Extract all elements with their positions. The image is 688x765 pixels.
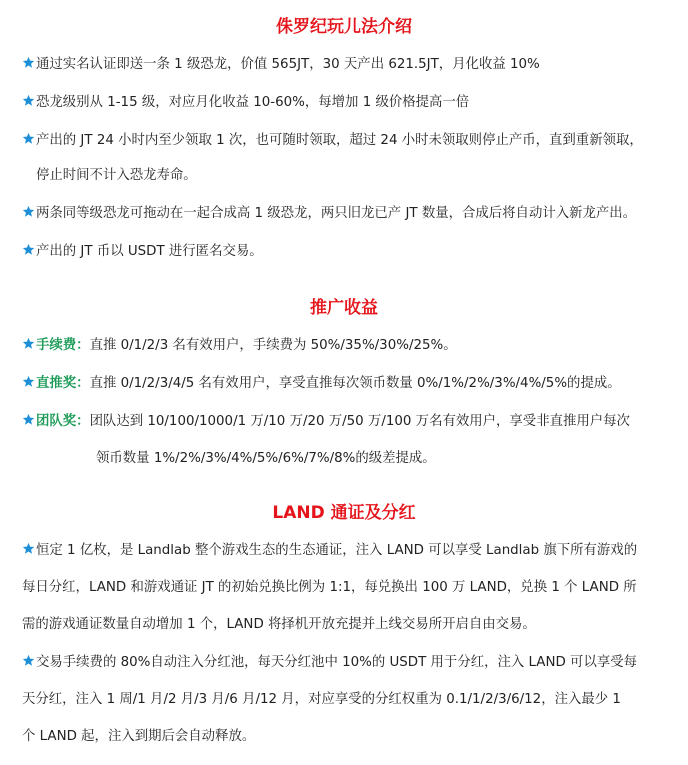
gameplay-item-4 (22, 204, 636, 224)
gameplay-item-4-text: 两条同等级恐龙可拖动在一起合成高 1 级恐龙，两只旧龙已产 JT 数量，合成后将自动计入新龙产出。 (36, 206, 637, 221)
promotion-item-team-continued: 领币数量 1%/2%/3%/4%/5%/6%/7%/8%的级差提成。 (96, 451, 436, 466)
gameplay-item-2-text: 恐龙级别从 1-15 级，对应月化收益 10-60%，每增加 1 级价格提高一倍 (36, 95, 470, 110)
promotion-item-fee-text: 直推 0/1/2/3 名有效用户，手续费为 50%/35%/30%/25%。 (89, 338, 457, 353)
gameplay-item-2 (22, 93, 469, 113)
gameplay-item-3-continued: 停止时间不计入恐龙寿命。 (36, 168, 197, 183)
star-icon (22, 132, 35, 145)
gameplay-item-5 (22, 242, 263, 262)
gameplay-item-3 (22, 131, 643, 151)
section-title-promotion: 推广收益 (310, 298, 378, 318)
section-title-gameplay: 侏罗纪玩儿法介绍 (276, 17, 412, 37)
star-icon (22, 205, 35, 218)
land-paragraph-2-line-1 (22, 653, 637, 673)
star-icon (22, 243, 35, 256)
land-paragraph-2-line-2: 天分红，注入 1 周/1 月/2 月/3 月/6 月/12 月，对应享受的分红权重为 0.1/1/2/3/6/12，注入最少 1 (22, 692, 621, 707)
land-paragraph-1-line-1-text: 恒定 1 亿枚，是 Landlab 整个游戏生态的生态通证，注入 LAND 可以享受 Landlab 旗下所有游戏的 (36, 543, 638, 558)
section-title-land: LAND 通证及分红 (272, 503, 416, 523)
star-icon (22, 654, 35, 667)
star-icon (22, 56, 35, 69)
star-icon (22, 337, 35, 350)
land-paragraph-2-line-3: 个 LAND 起，注入到期后会自动释放。 (22, 729, 256, 744)
gameplay-item-3-text: 产出的 JT 24 小时内至少领取 1 次，也可随时领取，超过 24 小时未领取则停止产币，直到重新领取， (36, 133, 643, 148)
promotion-item-team-label: 团队奖： (36, 414, 90, 429)
promotion-item-fee-label: 手续费： (36, 338, 90, 353)
promotion-item-direct-label: 直推奖： (36, 376, 90, 391)
gameplay-item-5-text: 产出的 JT 币以 USDT 进行匿名交易。 (36, 244, 263, 259)
promotion-item-team (22, 412, 630, 432)
land-paragraph-1-line-1 (22, 541, 637, 561)
gameplay-item-1-text: 通过实名认证即送一条 1 级恐龙，价值 565JT，30 天产出 621.5JT，月化收益 10% (36, 57, 540, 72)
promotion-item-fee (22, 336, 457, 356)
promotion-item-team-text: 团队达到 10/100/1000/1 万/10 万/20 万/50 万/100 万名有效用户，享受非直推用户每次 (89, 414, 630, 429)
star-icon (22, 413, 35, 426)
star-icon (22, 542, 35, 555)
gameplay-item-1 (22, 55, 540, 75)
land-paragraph-1-line-2: 每日分红，LAND 和游戏通证 JT 的初始兑换比例为 1:1，每兑换出 100 万 LAND，兑换 1 个 LAND 所 (22, 580, 637, 595)
land-paragraph-2-line-1-text: 交易手续费的 80%自动注入分红池，每天分红池中 10%的 USDT 用于分红，注入 LAND 可以享受每 (36, 655, 638, 670)
star-icon (22, 375, 35, 388)
land-paragraph-1-line-3: 需的游戏通证数量自动增加 1 个，LAND 将择机开放充提并上线交易所开启自由交易。 (22, 617, 536, 632)
promotion-item-direct (22, 374, 621, 394)
promotion-item-direct-text: 直推 0/1/2/3/4/5 名有效用户，享受直推每次领币数量 0%/1%/2%/3%/4%/5%的提成。 (89, 376, 621, 391)
star-icon (22, 94, 35, 107)
